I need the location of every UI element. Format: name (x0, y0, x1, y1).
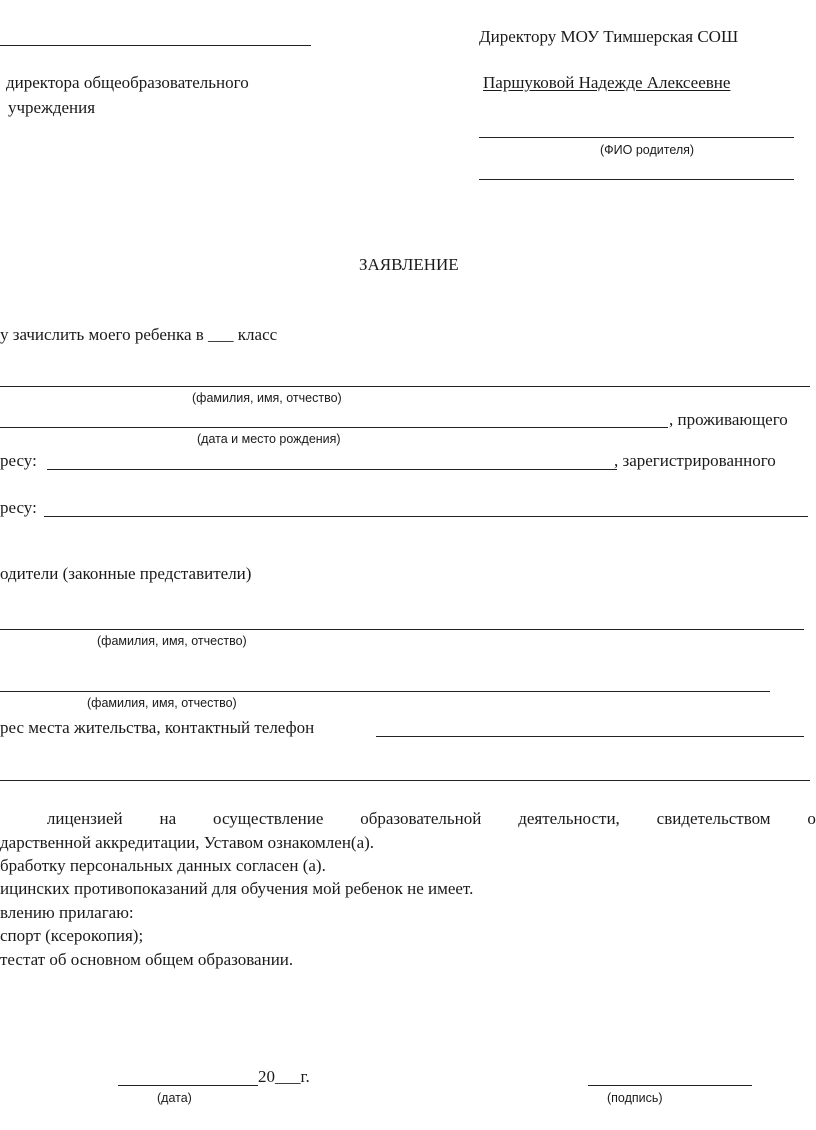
header-left-text-1: директора общеобразовательного (6, 73, 249, 92)
license-word: лицензией (46, 809, 123, 828)
attachment-passport: спорт (ксерокопия); (0, 926, 144, 945)
parent2-fio-caption: (фамилия, имя, отчество) (87, 696, 237, 710)
date-line[interactable] (118, 1085, 258, 1086)
page-title: ЗАЯВЛЕНИЕ (359, 255, 459, 274)
license-word: деятельности, (518, 809, 620, 828)
header-recipient-position: Директору МОУ Тимшерская СОШ (479, 27, 739, 46)
parent-name-line-2[interactable] (479, 179, 794, 180)
signature-line[interactable] (588, 1085, 752, 1086)
header-recipient-name: Паршуковой Надежде Алексеевне (483, 73, 731, 92)
parent2-fio-line[interactable] (0, 691, 770, 692)
accreditation-statement: дарственной аккредитации, Уставом ознакомлен(а). (0, 833, 375, 852)
child-fio-caption: (фамилия, имя, отчество) (192, 391, 342, 405)
birth-line[interactable] (0, 427, 668, 428)
license-word: на (159, 809, 177, 828)
contacts-line-2[interactable] (0, 780, 810, 781)
signature-caption: (подпись) (607, 1091, 663, 1105)
header-left-text-2: учреждения (8, 98, 96, 117)
attachments-heading: влению прилагаю: (0, 903, 134, 922)
license-statement (0, 809, 816, 829)
parent-name-line[interactable] (479, 137, 794, 138)
attachment-certificate: тестат об основном общем образовании. (0, 950, 294, 969)
parent1-fio-line[interactable] (0, 629, 804, 630)
date-caption: (дата) (157, 1091, 192, 1105)
address-line[interactable] (47, 469, 617, 470)
license-word: осуществление (213, 809, 324, 828)
enroll-request: у зачислить моего ребенка в ___ класс (0, 325, 278, 344)
license-word: о (807, 809, 816, 828)
birth-caption: (дата и место рождения) (197, 432, 341, 446)
medical-statement: ицинских противопоказаний для обучения мой ребенок не имеет. (0, 879, 474, 898)
parent-name-caption: (ФИО родителя) (600, 143, 695, 157)
parents-heading: одители (законные представители) (0, 564, 252, 583)
parent1-fio-caption: (фамилия, имя, отчество) (97, 634, 247, 648)
license-word: свидетельством (656, 809, 771, 828)
child-fio-line[interactable] (0, 386, 810, 387)
personal-data-statement: бработку персональных данных согласен (а). (0, 856, 326, 875)
registered-label: , зарегистрированного (614, 451, 776, 470)
residing-label: , проживающего (669, 410, 788, 429)
address-label: ресу: (0, 451, 37, 470)
contacts-label: рес места жительства, контактный телефон (0, 718, 315, 737)
license-word: образовательной (360, 809, 482, 828)
header-left-line (0, 45, 311, 46)
registered-address-line[interactable] (44, 516, 808, 517)
registered-address-label: ресу: (0, 498, 37, 517)
contacts-line[interactable] (376, 736, 804, 737)
date-year: 20___г. (258, 1067, 310, 1086)
